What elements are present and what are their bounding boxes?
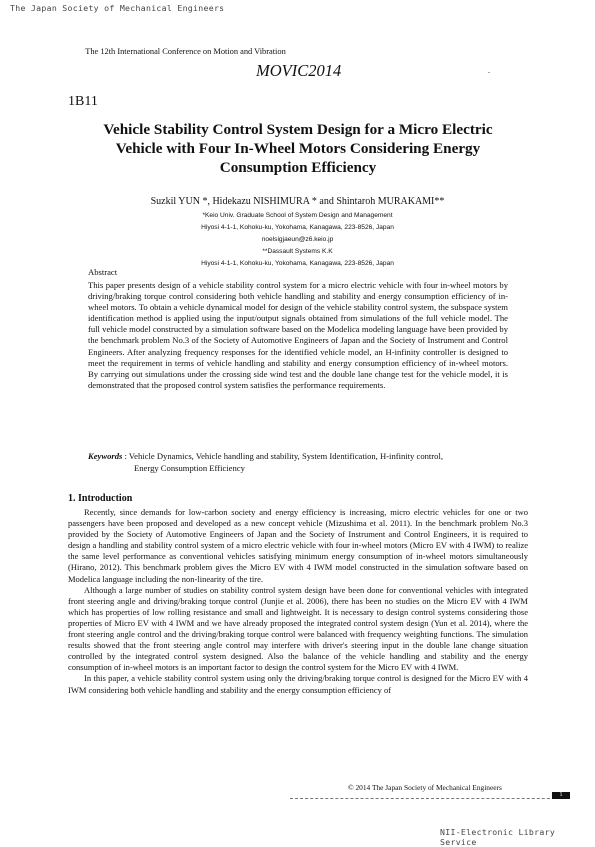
footer-service: NII-Electronic Library Service [440, 827, 556, 847]
paragraph: In this paper, a vehicle stability control system using only the driving/braking torque control is designed for the Micro EV with 4 IWM considering both vehicle handling and stability and the energy consumption efficiency of [68, 673, 528, 695]
affiliation-line: Hiyosi 4-1-1, Kohoku-ku, Yokohama, Kanagawa, 223-8526, Japan [201, 224, 394, 231]
title-line: Vehicle with Four In-Wheel Motors Considering Energy [115, 140, 481, 157]
conference-line [0, 47, 595, 56]
keywords-list: : Vehicle Dynamics, Vehicle handling and stability, System Identification, H-infinity control, [124, 451, 443, 461]
affiliation-line: Hiyosi 4-1-1, Kohoku-ku, Yokohama, Kanagawa, 223-8526, Japan [201, 260, 394, 267]
keywords-list-cont: Energy Consumption Efficiency [134, 462, 245, 473]
keywords [88, 451, 508, 474]
affiliation-email: noelsigjaeun@z6.keio.jp [261, 236, 334, 243]
abstract-text: This paper presents design of a vehicle stability control system for a micro electric vehicle with four in-wheel motors by driving/braking torque control considering both vehicle handling and stability and energy consumption efficiency of in-wheel motors. To obtain a vehicle dynamical model for design of the vehicle stability control system, the subspace system identification method is applied using the input/output signals obtained from simulations of the full vehicle model. The full vehicle model constructed by a simulation software based on the Modelica modeling language have been provided by the benchmark problem No.3 of the Society of Automotive Engineers of Japan and the Society of Instrument and Control Engineers. After analyzing frequency responses for the identified vehicle model, an H-infinity controller is designed to meet the requirement in terms of vehicle handling and stability and energy consumption efficiency of in-wheel motors. By carrying out simulations under the crossing side wind test and the double lane change test for the vehicle model, it is demonstrated that the proposed control system satisfies the performance requirements. [88, 280, 508, 390]
affiliation-line: *Keio Univ. Graduate School of System Design and Management [202, 212, 393, 219]
paper-title [68, 120, 528, 177]
section-heading: 1. Introduction [68, 493, 133, 504]
title-line: Vehicle Stability Control System Design for a Micro Electric [103, 121, 493, 138]
conference-line-text: The 12th International Conference on Motion and Vibration [85, 47, 286, 56]
abstract-heading: Abstract [88, 267, 118, 277]
stray-dot: . [488, 66, 490, 75]
page-number: 1 [552, 792, 570, 799]
authors: Suzkil YUN *, Hidekazu NISHIMURA * and Shintaroh MURAKAMI** [150, 196, 445, 207]
paragraph: Although a large number of studies on stability control system design have been done for conventional vehicles with integrated front steering angle and driving/braking torque control (Junjie et al. 2006), there has been no studies on the Micro EV with 4 IWM which has properties of low rolling resistance and small and lightweight. It is necessary to design control systems considering those properties of Micro EV with 4 IWM and we have already proposed the integrated control system design (Yun et al. 2014), where the front steering angle control and the driving/braking torque control were balanced with frequency weighting functions. The simulation results showed that the front steering angle control may interfere with driver's steering input in the double lane change situation controlled by the integrated control system designed. Also the balance of the vehicle handling and stability and the energy consumption of in-wheel motors is an important factor to design the control system for the Micro EV with 4 IWM. [68, 584, 528, 673]
paper-code: 1B11 [68, 94, 98, 109]
copyright: © 2014 The Japan Society of Mechanical Engineers [348, 783, 502, 792]
conference-name: MOVIC2014 [256, 61, 342, 80]
introduction-body [68, 507, 528, 696]
keywords-label: Keywords [88, 451, 123, 461]
title-line: Consumption Efficiency [219, 159, 377, 176]
footer-divider [290, 798, 570, 799]
paragraph: Recently, since demands for low-carbon society and energy efficiency is increasing, micro electric vehicles for one or two passengers have been proposed and developed as a new concept vehicle (Mizushima et al. 2011). In the benchmark problem No.3 provided by the Society of Automotive Engineers of Japan and the Society of Instrument and Control Engineers, it is required to design a handling and stability control system of a micro electric vehicle with four in-wheel motors (Micro EV with 4 IWM) to realize the same level performance as conventional vehicles satisfying minimum energy consumption of in-wheel motors simultaneously (Hirano, 2012). This benchmark problem gives the Micro EV with 4 IWM model constructed in the simulation software based on Modelica language including the non-linearity of the tire. [68, 507, 528, 584]
affiliation-line: **Dassault Systems K.K [262, 248, 333, 255]
header-society: The Japan Society of Mechanical Engineers [10, 3, 225, 13]
